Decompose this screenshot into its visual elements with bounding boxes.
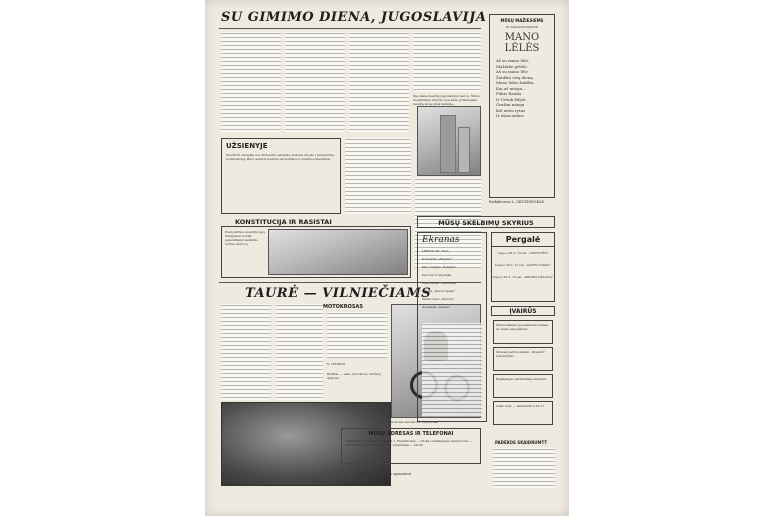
poem-title: MANO LĖLĖS (504, 32, 540, 54)
headline-rule (219, 28, 481, 29)
poem-lines (490, 58, 554, 119)
address-heading: MŪSŲ ADRESAS IR TELEFONAI (368, 431, 454, 437)
poem-line: Ir ašiai nubus (496, 113, 524, 118)
ivairus-item: Reikalingas darbininkas statybai. (493, 374, 553, 398)
article-column-5 (345, 138, 411, 214)
cartoon-illustration (268, 229, 408, 275)
ad-line: Kavinė „Kavos namai“ (422, 289, 456, 293)
ad-line: LIEPOS 26—30 d. (422, 249, 450, 253)
konstitucija-heading: KONSTITUCIJA IR RASISTAI (235, 218, 332, 226)
top-headline: SU GIMIMO DIENA, JUGOSLAVIJA (221, 10, 487, 25)
article-column-1 (221, 32, 281, 132)
poem-author: M. MALINAUSKAITĖ (505, 25, 539, 29)
taure-column-3 (327, 312, 387, 358)
poem-line: Kol ateis rytas (496, 107, 526, 113)
cinema-ad-left (417, 232, 487, 422)
building-photo (417, 106, 481, 176)
editor-line: Redaktorius L. GRUZDINSKAS (489, 200, 545, 204)
taure-column-2 (275, 304, 323, 400)
konstitucija-text: Pietų Afrikos konstitucijos straipsniai nuolat pažeidžiami rasistinio režimo atstovų. (225, 230, 265, 246)
address-box (341, 428, 481, 464)
ad-line: Restoranas „Nemunas“ (422, 281, 458, 285)
article-column-3 (349, 32, 409, 132)
cinema-1-name: Ekranas (422, 235, 460, 245)
poem-line: Pūkis Rauba (496, 91, 522, 96)
poem-line: Aš su mano lėle, (496, 58, 530, 63)
article-column-4 (413, 32, 481, 92)
address-text: PANEVĖŽYS, Savanorių aikštė 1. Redaktorius — 26-44; atsakingasis sekretorius — 20-39; skyriai — 23-42, 21-33; priėmimas — 24-56. (346, 439, 473, 447)
article-column-2 (285, 32, 345, 132)
taure-headline: TAURĖ — VILNIEČIAMS (245, 286, 432, 301)
showtime: Liepos 28 d. 12 val. „KATĖS NAMAI“ (494, 263, 552, 267)
uzsienyje-box (221, 138, 341, 214)
poem-line: Ir Uršuk lėlytė (496, 96, 526, 102)
uzsienyje-text: VILNIUS. Daugiau nei dvidešimt valstybių atstovai atvyko į tarptautinę konferenciją. Buvo aptarti svarbūs ekonomikos ir kultūros klausimai. (226, 153, 335, 161)
showtime: Liepos 28 d. 19 val. „VESTUVĖS“ (497, 251, 549, 255)
taure-column-1 (221, 304, 271, 400)
ivairus-heading-box (491, 306, 555, 316)
ivairus-item: Ieško buto — skambinti 2-43-17. (493, 401, 553, 425)
poem-label: MŪSŲ MAŽIESIEMS (500, 18, 544, 23)
poem-sidebar (489, 14, 555, 198)
poem-line: Gražiai miega (496, 102, 525, 107)
ad-line: Kino teatras „Žemyna“ (422, 265, 457, 269)
motocross-caption: Sostinės motokroso čempionas (391, 420, 439, 424)
ivairus-item: Skubiai parduodamas „Moskvič“ automobilis. (493, 347, 553, 371)
taure-sub: MOTOKROSAS (323, 304, 363, 310)
showtime: Liepos 29 d. 19 val. „KRUKIS DELUNA“ (492, 275, 554, 279)
ad-text-block (422, 323, 482, 417)
padekos-heading: PADĖKOS SKAIDRUMTT (495, 440, 548, 445)
taure-caption-bottom: Bėdžiai, — sako motokroso varžybų dalyviai. (327, 372, 382, 380)
taure-author: S. LENIKAS (327, 362, 346, 366)
ads-heading-box (417, 216, 555, 228)
poem-line: Aš su mano lėle (496, 69, 528, 74)
ivairus-item: Parduodamas gyvenamasis namas su visais patogumais. (493, 320, 553, 344)
newspaper-page (205, 0, 569, 516)
ad-line: Žemaitija „Tauras“ (422, 305, 451, 309)
ad-line: Parodos ir muziejai (422, 273, 452, 277)
printing-house: Spaustuvė Panevėžio spaustuvė (355, 472, 412, 476)
ivairus-heading: ĮVAIRŪS (509, 308, 537, 315)
ads-heading: MŪSŲ SKELBIMŲ SKYRIUS (438, 219, 534, 227)
ivairus-list (493, 320, 553, 428)
poem-line: Kai aš miegu... (496, 85, 527, 91)
konstitucija-box (221, 226, 411, 278)
ad-line: Parduotuvė „Vyturys“ (422, 297, 455, 301)
cinema-ad-right (491, 232, 555, 302)
kovo-text: Šią dieną švenčia Jugoslavijos tautos. Šiltus sveikinimus siunčia visa šalis, prisimenant bendrą kovą prieš fašizmą. (413, 94, 480, 106)
poem-line: Mano lėlės žaidžia, (496, 80, 535, 85)
cinema-2-name: Pergalė (492, 233, 554, 247)
padekos-text-block (493, 448, 555, 488)
poem-line: Mažiukė gėlele. (496, 63, 528, 69)
poem-line: Žaidžiu visą dieną. (496, 74, 534, 80)
uzsienyje-heading: UŽSIENYJE (226, 142, 268, 150)
ad-line: Koncertai „Žalgirio“ (422, 257, 453, 261)
